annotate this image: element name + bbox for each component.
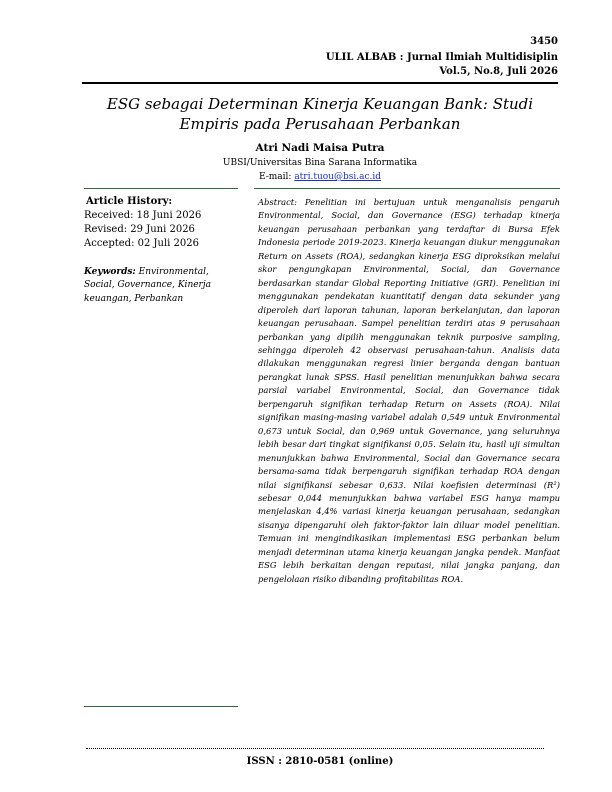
keywords-label: Keywords: [84, 267, 136, 277]
abstract-label: Abstract: [258, 197, 297, 207]
header-divider [82, 82, 558, 84]
left-column-bottom-divider [84, 706, 238, 707]
history-received: Received: 18 Juni 2026 [84, 210, 202, 221]
abstract-text: Penelitian ini bertujuan untuk menganalisis pengaruh Environmental, Social, dan Governance (ESG) terhadap kinerja keuangan perusahaan perbankan yang terdaftar di Bursa Efek Indonesia periode 2019-2023. Kinerja keuangan diukur menggunakan Return on Assets (ROA), sedangkan kinerja ESG diproksikan melalui skor pengungkapan Environmental, Social, dan Governance berdasarkan standar Global Reporting Initiative (GRI). Penelitian ini menggunakan pendekatan kuantitatif dengan data sekunder yang diperoleh dari laporan tahunan, laporan berkelanjutan, dan laporan keuangan perusahaan. Sampel penelitian terdiri atas 9 perusahaan perbankan yang dipilih menggunakan teknik purposive sampling, sehingga diperoleh 42 observasi perusahaan-tahun. Analisis data dilakukan menggunakan regresi linier berganda dengan bantuan perangkat lunak SPSS. Hasil penelitian menunjukkan bahwa secara parsial variabel Environmental, Social, dan Governance tidak berpengaruh signifikan terhadap Return on Assets (ROA). Nilai signifikan masing-masing variabel adalah 0,549 untuk Environmental 0,673 untuk Social, dan 0,969 untuk Governance, yang seluruhnya lebih besar dari tingkat signifikansi 0,05. Selain itu, hasil uji simultan menunjukkan bahwa Environmental, Social dan Governance secara bersama-sama tidak berpengaruh signifikan terhadap ROA dengan nilai signifikansi sebesar 0,633. Nilai koefisien determinasi (R²) sebesar 0,044 menunjukkan bahwa variabel ESG hanya mampu menjelaskan 4,4% variasi kinerja keuangan perusahaan, sedangkan sisanya dipengaruhi oleh faktor-faktor lain diluar model penelitian. Temuan ini mengindikasikan implementasi ESG perbankan belum menjadi determinan utama kinerja keuangan jangka pendek. Manfaat ESG lebih berkaitan dengan reputasi, nilai jangka panjang, dan pengelolaan risiko dibanding profitabilitas ROA. [258, 197, 560, 584]
history-revised: Revised: 29 Juni 2026 [84, 224, 195, 235]
journal-name: ULIL ALBAB : Jurnal Ilmiah Multidisiplin [325, 52, 558, 63]
article-title: ESG sebagai Determinan Kinerja Keuangan Bank: Studi Empiris pada Perusahaan Perbankan [106, 95, 534, 133]
history-accepted: Accepted: 02 Juli 2026 [84, 238, 200, 249]
abstract-block [258, 196, 560, 586]
keywords-text: Environmental, Social, Governance, Kinerja keuangan, Perbankan [84, 267, 212, 304]
page-number: 3450 [530, 36, 558, 47]
footer-issn: ISSN : 2810-0581 (online) [246, 756, 394, 767]
right-column-top-divider [254, 188, 560, 189]
article-history-title: Article History: [86, 196, 173, 207]
keywords-block [84, 266, 234, 306]
email-link[interactable]: atri.tuou@bsi.ac.id [294, 172, 381, 182]
journal-volume: Vol.5, No.8, Juli 2026 [439, 66, 558, 77]
footer-divider [86, 748, 544, 749]
author-affiliation: UBSI/Universitas Bina Sarana Informatika [222, 158, 418, 168]
left-column-top-divider [84, 188, 238, 189]
article-author: Atri Nadi Maisa Putra [255, 142, 385, 154]
email-label: E-mail: [258, 172, 295, 182]
author-email-line [80, 172, 560, 182]
